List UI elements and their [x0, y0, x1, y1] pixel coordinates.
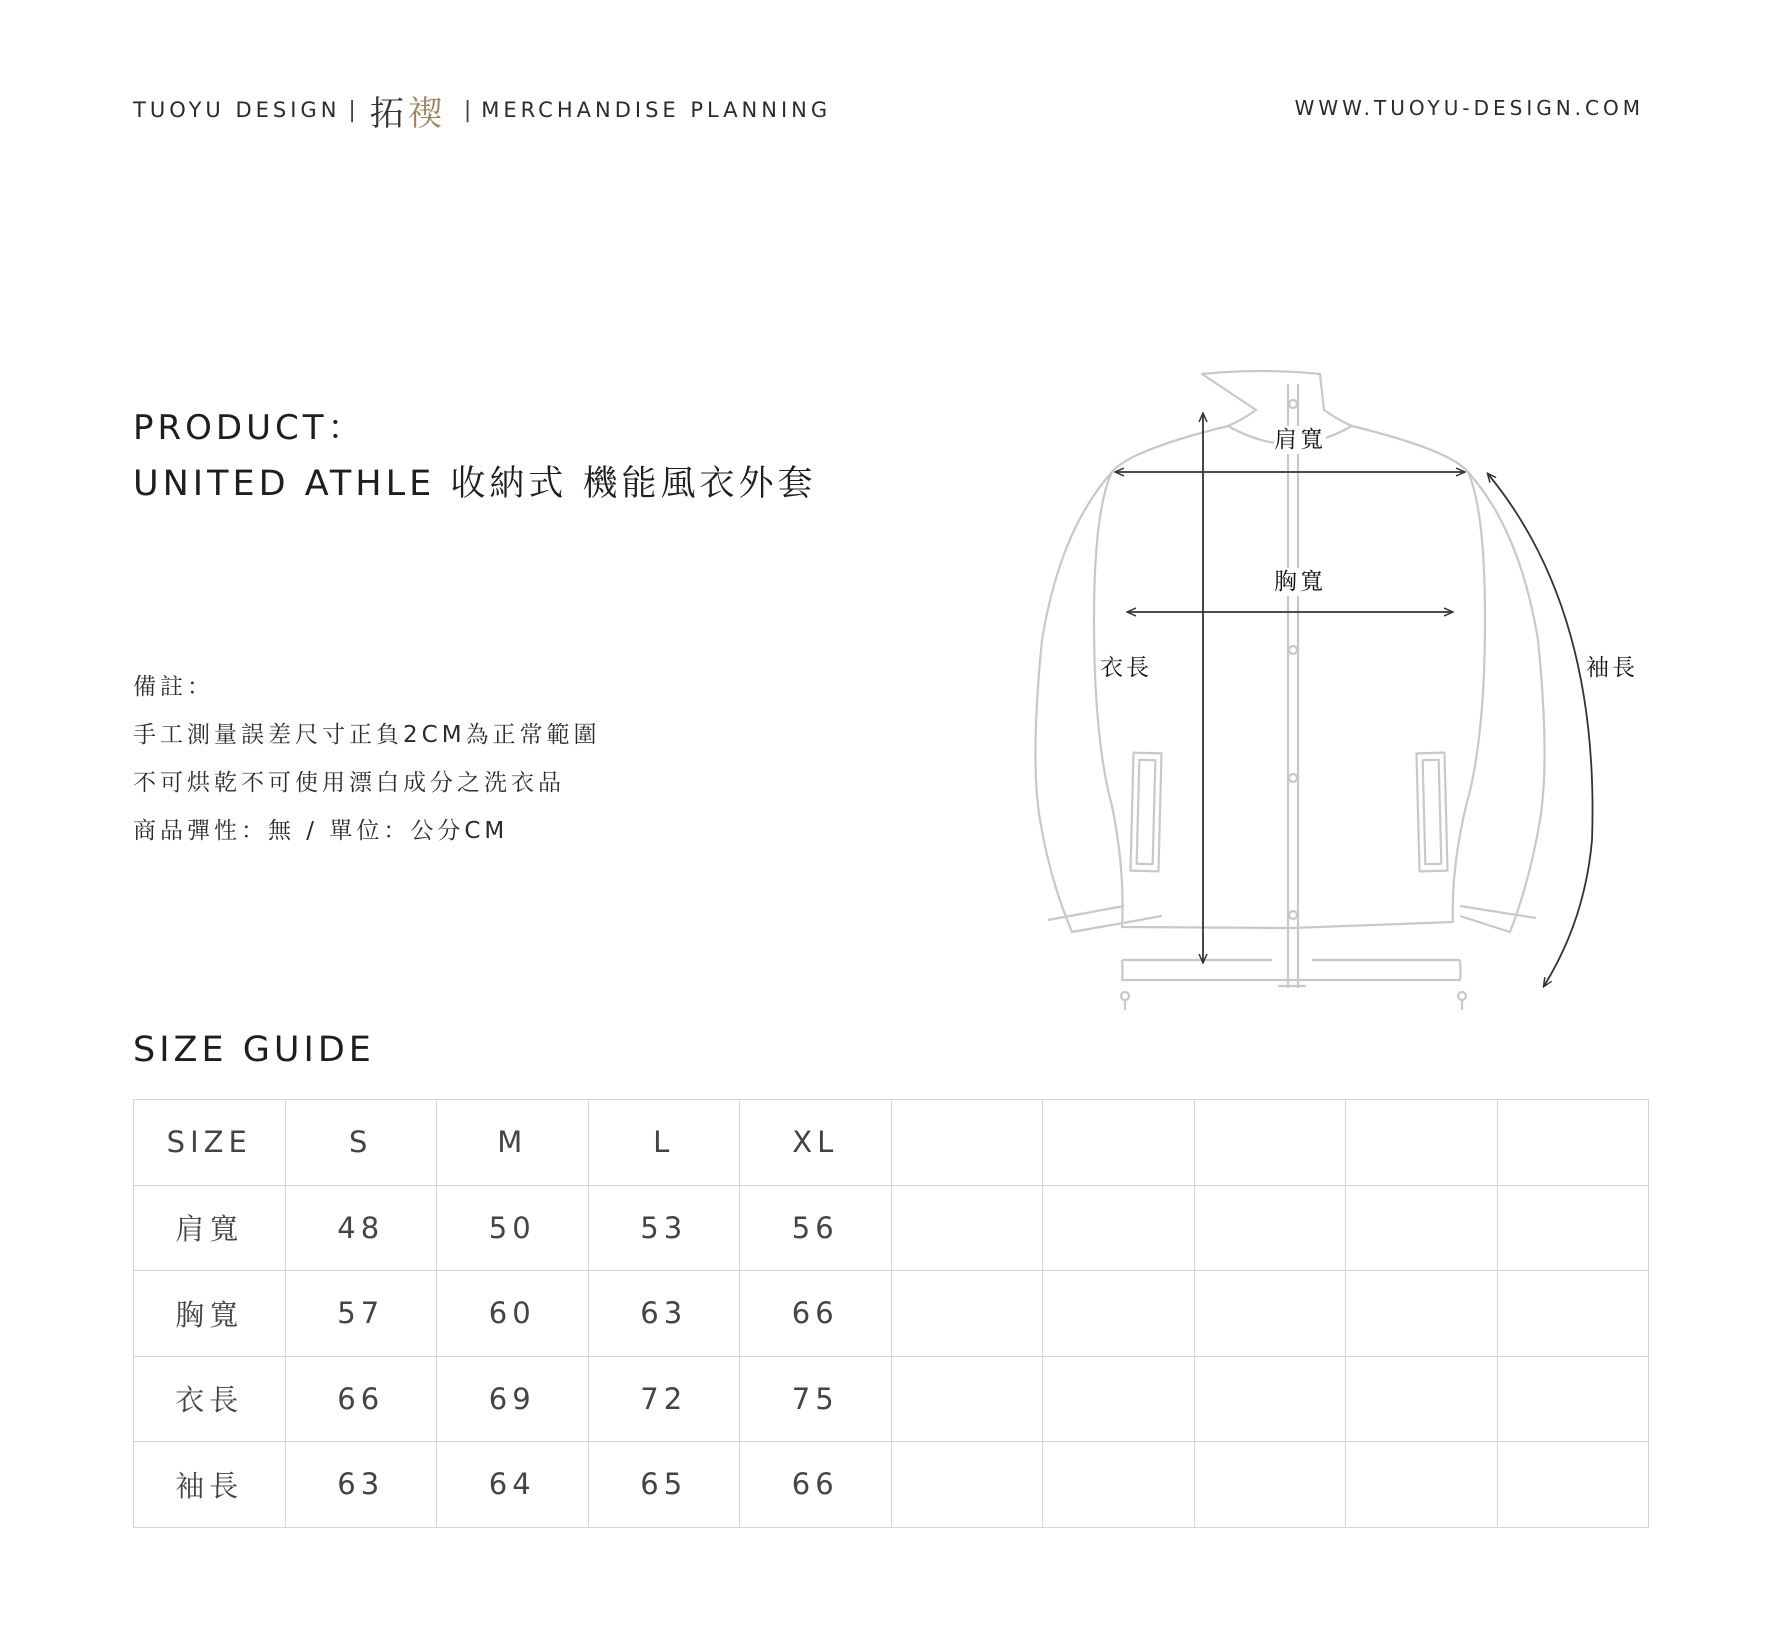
notes-block [133, 672, 601, 864]
table-cell [891, 1271, 1043, 1357]
table-cell [1497, 1100, 1649, 1186]
size-guide-title: SIZE GUIDE [133, 1030, 375, 1070]
table-cell: 66 [740, 1442, 892, 1528]
jacket-diagram [940, 360, 1670, 1020]
brand-name: TUOYU DESIGN [133, 98, 341, 122]
jacket-outline [1035, 371, 1544, 1010]
header-left [133, 92, 832, 134]
note-line: 手工測量誤差尺寸正負2CM為正常範圍 [133, 722, 601, 748]
table-cell: XL [740, 1100, 892, 1186]
sleeve-arrow [1488, 474, 1593, 986]
table-cell [1194, 1356, 1346, 1442]
chest-label: 胸寬 [1274, 569, 1326, 595]
table-cell: SIZE [134, 1100, 286, 1186]
table-cell: 53 [588, 1185, 740, 1271]
table-row [134, 1442, 1649, 1528]
table-cell: 63 [285, 1442, 437, 1528]
table-row [134, 1271, 1649, 1357]
table-cell [1346, 1185, 1498, 1271]
size-table [133, 1099, 1649, 1528]
table-cell [1346, 1442, 1498, 1528]
jacket-illustration [940, 360, 1670, 1020]
table-cell [1194, 1100, 1346, 1186]
table-cell: L [588, 1100, 740, 1186]
table-cell: 56 [740, 1185, 892, 1271]
table-cell [891, 1185, 1043, 1271]
table-row [134, 1356, 1649, 1442]
table-cell: 50 [437, 1185, 589, 1271]
table-cell [1194, 1185, 1346, 1271]
table-cell [1497, 1185, 1649, 1271]
table-cell [1497, 1271, 1649, 1357]
table-cell [1043, 1185, 1195, 1271]
table-cell [1043, 1356, 1195, 1442]
notes-title: 備註： [133, 674, 214, 700]
table-cell [1497, 1356, 1649, 1442]
table-row [134, 1185, 1649, 1271]
table-cell [891, 1356, 1043, 1442]
table-cell [1043, 1442, 1195, 1528]
table-cell: S [285, 1100, 437, 1186]
table-cell: 衣長 [134, 1356, 286, 1442]
note-line: 不可烘乾不可使用漂白成分之洗衣品 [133, 770, 565, 796]
note-line: 商品彈性：無 / 單位：公分CM [133, 818, 509, 844]
table-cell [1497, 1442, 1649, 1528]
table-cell: 69 [437, 1356, 589, 1442]
product-label: PRODUCT： [133, 408, 366, 448]
table-cell: M [437, 1100, 589, 1186]
table-cell [891, 1442, 1043, 1528]
table-cell [1346, 1356, 1498, 1442]
logo-accent-char: 禊 [407, 93, 446, 134]
table-cell: 袖長 [134, 1442, 286, 1528]
product-name: UNITED ATHLE 收納式 機能風衣外套 [133, 464, 817, 504]
sleeve-label: 袖長 [1586, 655, 1638, 681]
section-name: MERCHANDISE PLANNING [481, 98, 832, 122]
table-cell [1346, 1271, 1498, 1357]
table-cell: 64 [437, 1442, 589, 1528]
table-cell: 60 [437, 1271, 589, 1357]
table-cell: 48 [285, 1185, 437, 1271]
table-cell [1194, 1442, 1346, 1528]
table-cell: 57 [285, 1271, 437, 1357]
table-cell [1194, 1271, 1346, 1357]
table-cell [1346, 1100, 1498, 1186]
table-header-row [134, 1100, 1649, 1186]
brand-logo [370, 86, 446, 135]
logo-main-char: 拓 [369, 93, 408, 134]
table-cell [1043, 1271, 1195, 1357]
table-cell: 肩寬 [134, 1185, 286, 1271]
header-separator-2: | [463, 97, 472, 123]
website-url: WWW.TUOYU-DESIGN.COM [1294, 96, 1644, 120]
table-cell: 72 [588, 1356, 740, 1442]
table-cell: 75 [740, 1356, 892, 1442]
table-cell [891, 1100, 1043, 1186]
table-cell: 66 [740, 1271, 892, 1357]
table-cell [1043, 1100, 1195, 1186]
table-cell: 63 [588, 1271, 740, 1357]
header-separator: | [348, 97, 356, 123]
table-cell: 65 [588, 1442, 740, 1528]
shoulder-label: 肩寬 [1274, 427, 1326, 453]
table-cell: 66 [285, 1356, 437, 1442]
length-label: 衣長 [1100, 655, 1152, 681]
table-cell: 胸寬 [134, 1271, 286, 1357]
